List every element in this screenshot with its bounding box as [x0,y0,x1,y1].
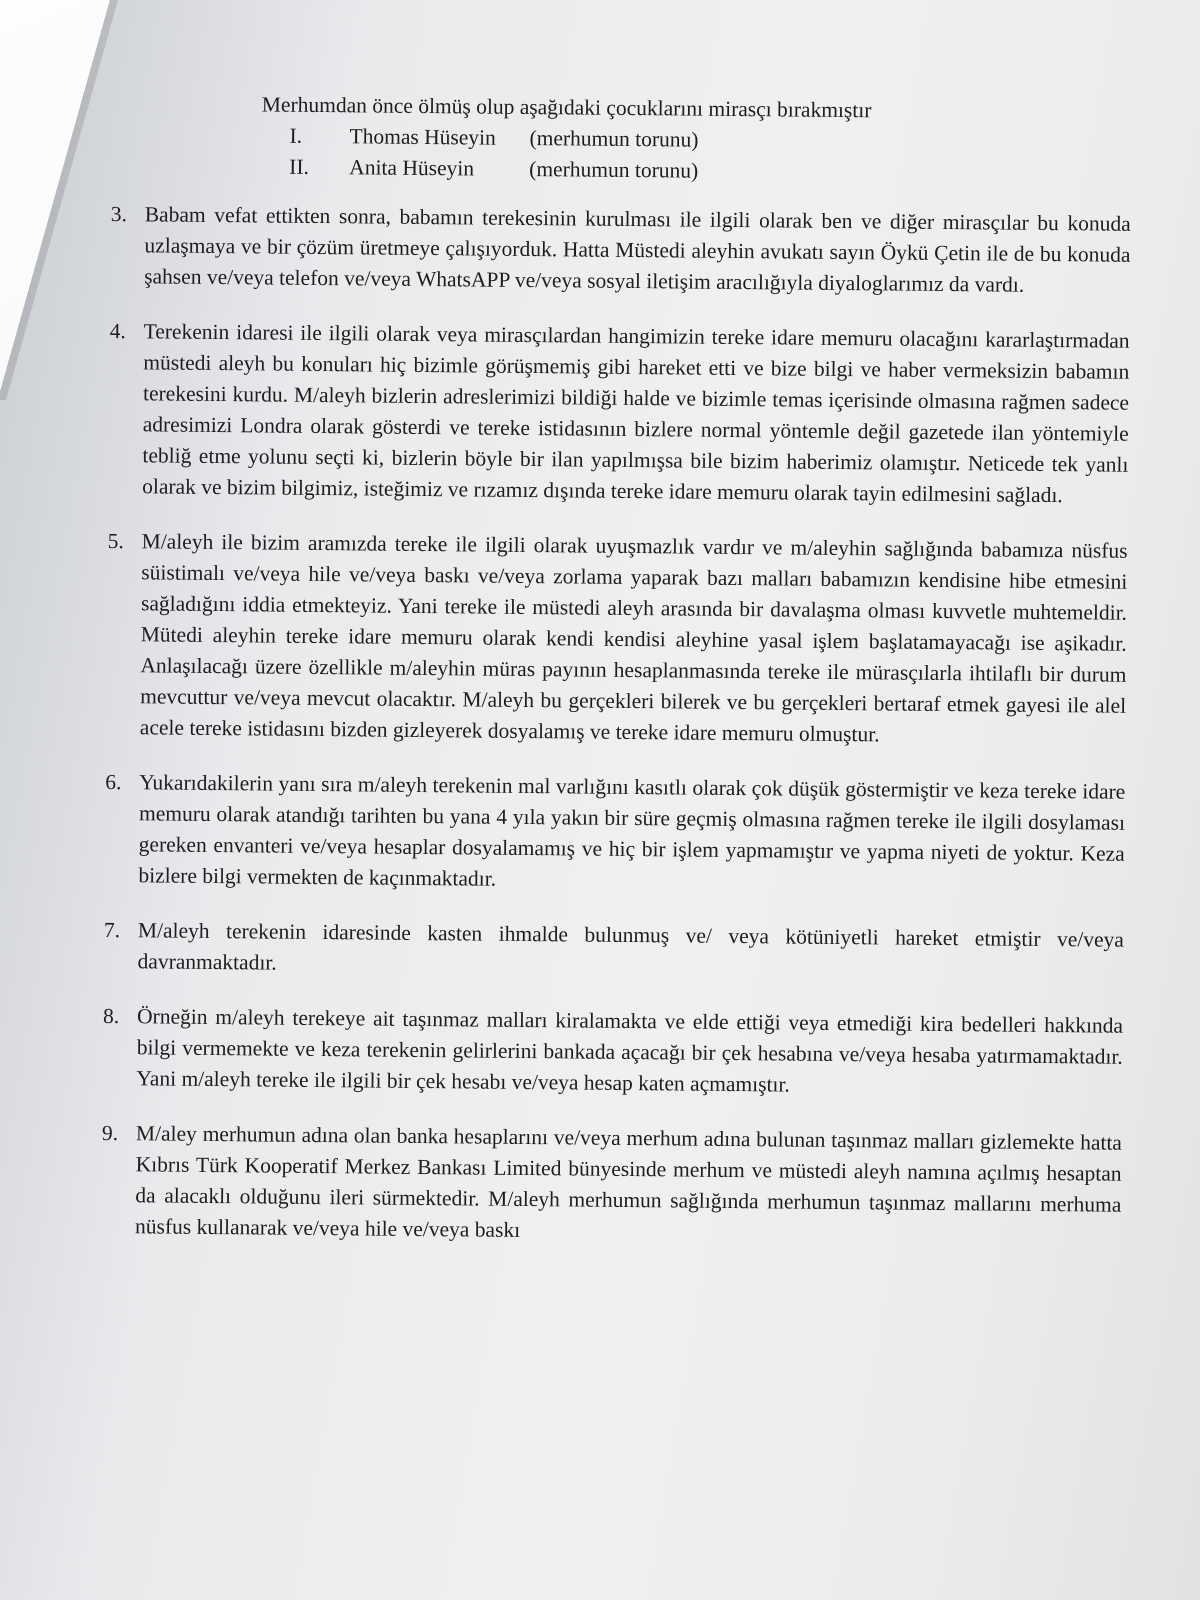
heir-number: I. [289,123,303,148]
paragraph-number: 4. [109,318,126,344]
paragraph-6 [104,767,1125,901]
paragraph-number: 6. [105,769,122,795]
paragraph-7 [103,915,1124,987]
paragraph-3 [110,199,1131,302]
paragraph-text: Örneğin m/aleyh terekeye ait taşınmaz malları kiralamakta ve elde ettiği veya etmediği kira bedelleri hakkında bilgi vermemekte ve keza terekenin gelirlerini bankada açacağı bir çek hesabına ve/veya hesaba yatırmamaktadır. Yani m/aleyh tereke ile ilgili bir çek hesabı ve/veya hesap katen açmamıştır. [136,1004,1124,1097]
paragraph-text: M/aley merhumun adına olan banka hesaplarını ve/veya merhum adına bulunan taşınmaz malları gizlemekte hatta Kıbrıs Türk Kooperatif Merkez Bankası Limited bünyesinde merhum ve müstedi aleyh namına açılmış hesaptan da alacaklı olduğunu ileri sürmektedir. M/aleyh merhumun sağlığında merhumun taşınmaz mallarını merhuma nüsfus kullanarak ve/veya hile ve/veya baskı [134,1121,1123,1242]
paragraph-text: Yukarıdakilerin yanı sıra m/aleyh terekenin mal varlığını kasıtlı olarak çok düşük göstermiştir ve keza tereke idare memuru olarak atandığı tarihten bu yana 4 yıla yakın bir süre geçmiş olmasına rağmen tereke ile ilgili dosylaması gereken envanteri ve/veya hesaplar dosyalamamış ve hiç bir işlem yapmamıştır ve yapma niyeti de yoktur. Keza bizlere bilgi vermekten de kaçınmaktadır. [138,770,1126,891]
paragraph-5 [106,526,1128,753]
paragraph-text: Terekenin idaresi ile ilgili olarak veya mirasçılardan hangimizin tereke idare memuru olacağını kararlaştırmadan müstedi aleyh bu konuları hiç bizimle görüşmemiş gibi hareket etti ve bize bilgi ve haber vermeksizin babamın terekesini kurdu. M/aleyh bizlerin adreslerimizi bildiği halde ve bizimle temas içerisinde olmasına rağmen sadece adresimizi Londra olarak gösterdi ve tereke istidasının bizlere normal yöntemle değil gazetede ilan yöntemiyle tebliğ etme yolunu seçti ki, bizlerin böyle bir ilan yapılmışsa bile bizim haberimiz olamıştır. Neticede tek yanlı olarak ve bizim bilgimiz, isteğimiz ve rızamız dışında tereke idare memuru olarak tayin edilmesini sağladı. [142,319,1130,508]
heir-name: Thomas Hüseyin [349,124,496,150]
paragraph-8 [102,1001,1123,1104]
paragraph-number: 7. [103,917,121,943]
heir-note: (merhumun torunu) [529,157,699,183]
paragraph-9 [101,1118,1122,1252]
paragraph-number: 9. [101,1120,119,1146]
heir-name: Anita Hüseyin [349,155,475,181]
paragraph-number: 8. [102,1003,120,1029]
paragraph-4 [108,316,1130,512]
document-body [101,88,1132,1252]
intro-text: Merhumdan önce ölmüş olup aşağıdaki çocuklarını mirasçı bırakmıştır [261,92,872,123]
paragraph-text: M/aleyh ile bizim aramızda tereke ile ilgili olarak uyuşmazlık vardır ve m/aleyhin sağlığında babamıza nüsfus süistimalı ve/veya hile ve/veya baskı ve/veya zorlama yaparak bazı malları babamızın kendisine hibe etmesini sağladığını iddia etmekteyiz. Yani tereke ile müstedi aleyh arasında bir davalaşma olması kuvvetle muhtemeldir. Mütedi aleyhin tereke idare memuru olarak kendi kendisi aleyhine yasal işlem başlatamayacağı ise aşikadır. Anlaşılacağı üzere özellikle m/aleyhin müras payının hesaplanmasında tereke ile mürasçılarla ihtilaflı bir durum mevcuttur ve/veya mevcut olacaktır. M/aleyh bu gerçekleri bilerek ve bu gerçekleri bertaraf etmek gayesi ile alel acele tereke istidasını bizden gizleyerek dosyalamış ve tereke idare memuru olmuştur. [139,529,1128,747]
paragraph-text: Babam vefat ettikten sonra, babamın terekesinin kurulması ile ilgili olarak ben ve diğer mirasçılar bu konuda uzlaşmaya ve bir çözüm üretmeye çalışıyorduk. Hatta Müstedi aleyhin avukatı sayın Öykü Çetin ile de bu konuda şahsen ve/veya telefon ve/veya WhatsAPP ve/veya sosyal iletişim aracılığıyla diyaloglarımız da vardı. [144,202,1131,297]
paragraph-text: M/aleyh terekenin idaresinde kasten ihmalde bulunmuş ve/ veya kötüniyetli hareket etmiştir ve/veya davranmaktadır. [137,918,1124,975]
heir-number: II. [289,154,310,179]
heir-note: (merhumun torunu) [529,126,699,152]
paragraph-number: 5. [107,528,124,554]
paragraph-number: 3. [110,201,128,227]
